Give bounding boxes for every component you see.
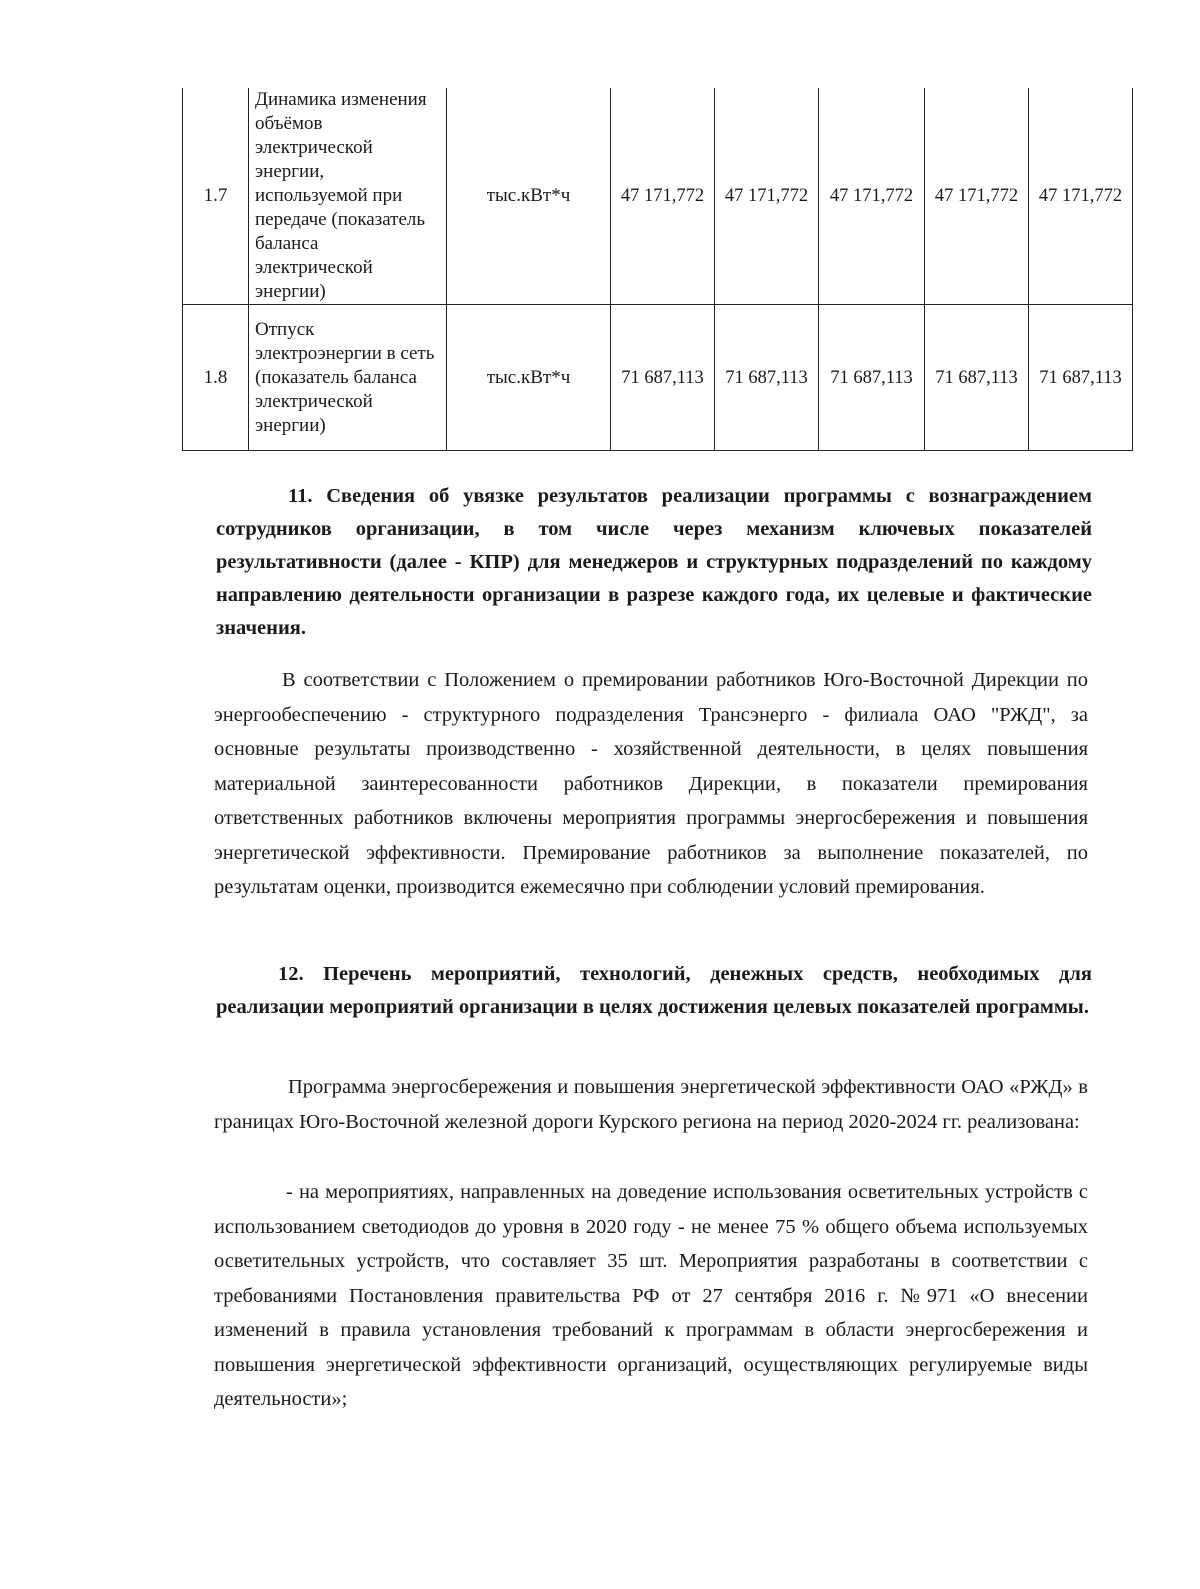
- value-cell: 47 171,772: [925, 88, 1029, 305]
- value-cell: 71 687,113: [819, 305, 925, 451]
- section-12-paragraph-2: - на мероприятиях, направленных на доведение использования осветительных устройств с использованием светодиодов до уровня в 2020 году - не менее 75 % общего объема используемых осветительных устройств, что составляет 35 шт. Мероприятия разработаны в соответствии с требованиями Постановления правительства РФ от 27 сентября 2016 г. №971 «О внесении изменений в правила установления требований к программам в области энергосбережения и повышения энергетической эффективности организаций, осуществляющих регулируемые виды деятельности»;: [214, 1181, 1088, 1410]
- row-number: 1.8: [183, 305, 249, 451]
- value-cell: 47 171,772: [611, 88, 715, 305]
- section-12-paragraph-1: Программа энергосбережения и повышения энергетической эффективности ОАО «РЖД» в границах Юго-Восточной железной дороги Курского региона на период 2020-2024 гг. реализована:: [214, 1076, 1088, 1133]
- section-11-heading: 11. Сведения об увязке результатов реализации программы с вознаграждением сотрудников организации, в том числе через механизм ключевых показателей результативности (далее - КПР) для менеджеров и структурных подразделений по каждому направлению деятельности организации в разрезе каждого года, их целевые и фактические значения.: [216, 485, 1092, 639]
- indicator-name: Динамика изменения объёмов электрической энергии, используемой при передаче (показатель баланса электрической энергии): [249, 88, 447, 305]
- unit-cell: тыс.кВт*ч: [447, 88, 611, 305]
- row-number: 1.7: [183, 88, 249, 305]
- section-11-paragraph: В соответствии с Положением о премировании работников Юго-Восточной Дирекции по энергообеспечению - структурного подразделения Трансэнерго - филиала ОАО "РЖД", за основные результаты производственно - хозяйственной деятельности, в целях повышения материальной заинтересованности работников Дирекции, в показатели премирования ответственных работников включены мероприятия программы энергосбережения и повышения энергетической эффективности. Премирование работников за выполнение показателей, по результатам оценки, производится ежемесячно при соблюдении условий премирования.: [214, 669, 1088, 898]
- indicator-name: Отпуск электроэнергии в сеть (показатель баланса электрической энергии): [249, 305, 447, 451]
- value-cell: 47 171,772: [715, 88, 819, 305]
- unit-cell: тыс.кВт*ч: [447, 305, 611, 451]
- indicators-table: [182, 88, 1133, 451]
- table-row: [183, 88, 1133, 305]
- value-cell: 71 687,113: [715, 305, 819, 451]
- value-cell: 47 171,772: [819, 88, 925, 305]
- value-cell: 47 171,772: [1029, 88, 1133, 305]
- section-12-heading: 12. Перечень мероприятий, технологий, денежных средств, необходимых для реализации мероприятий организации в целях достижения целевых показателей программы.: [216, 963, 1092, 1018]
- value-cell: 71 687,113: [611, 305, 715, 451]
- value-cell: 71 687,113: [925, 305, 1029, 451]
- table-row: [183, 305, 1133, 451]
- scan-artifact: [470, 10, 660, 24]
- value-cell: 71 687,113: [1029, 305, 1133, 451]
